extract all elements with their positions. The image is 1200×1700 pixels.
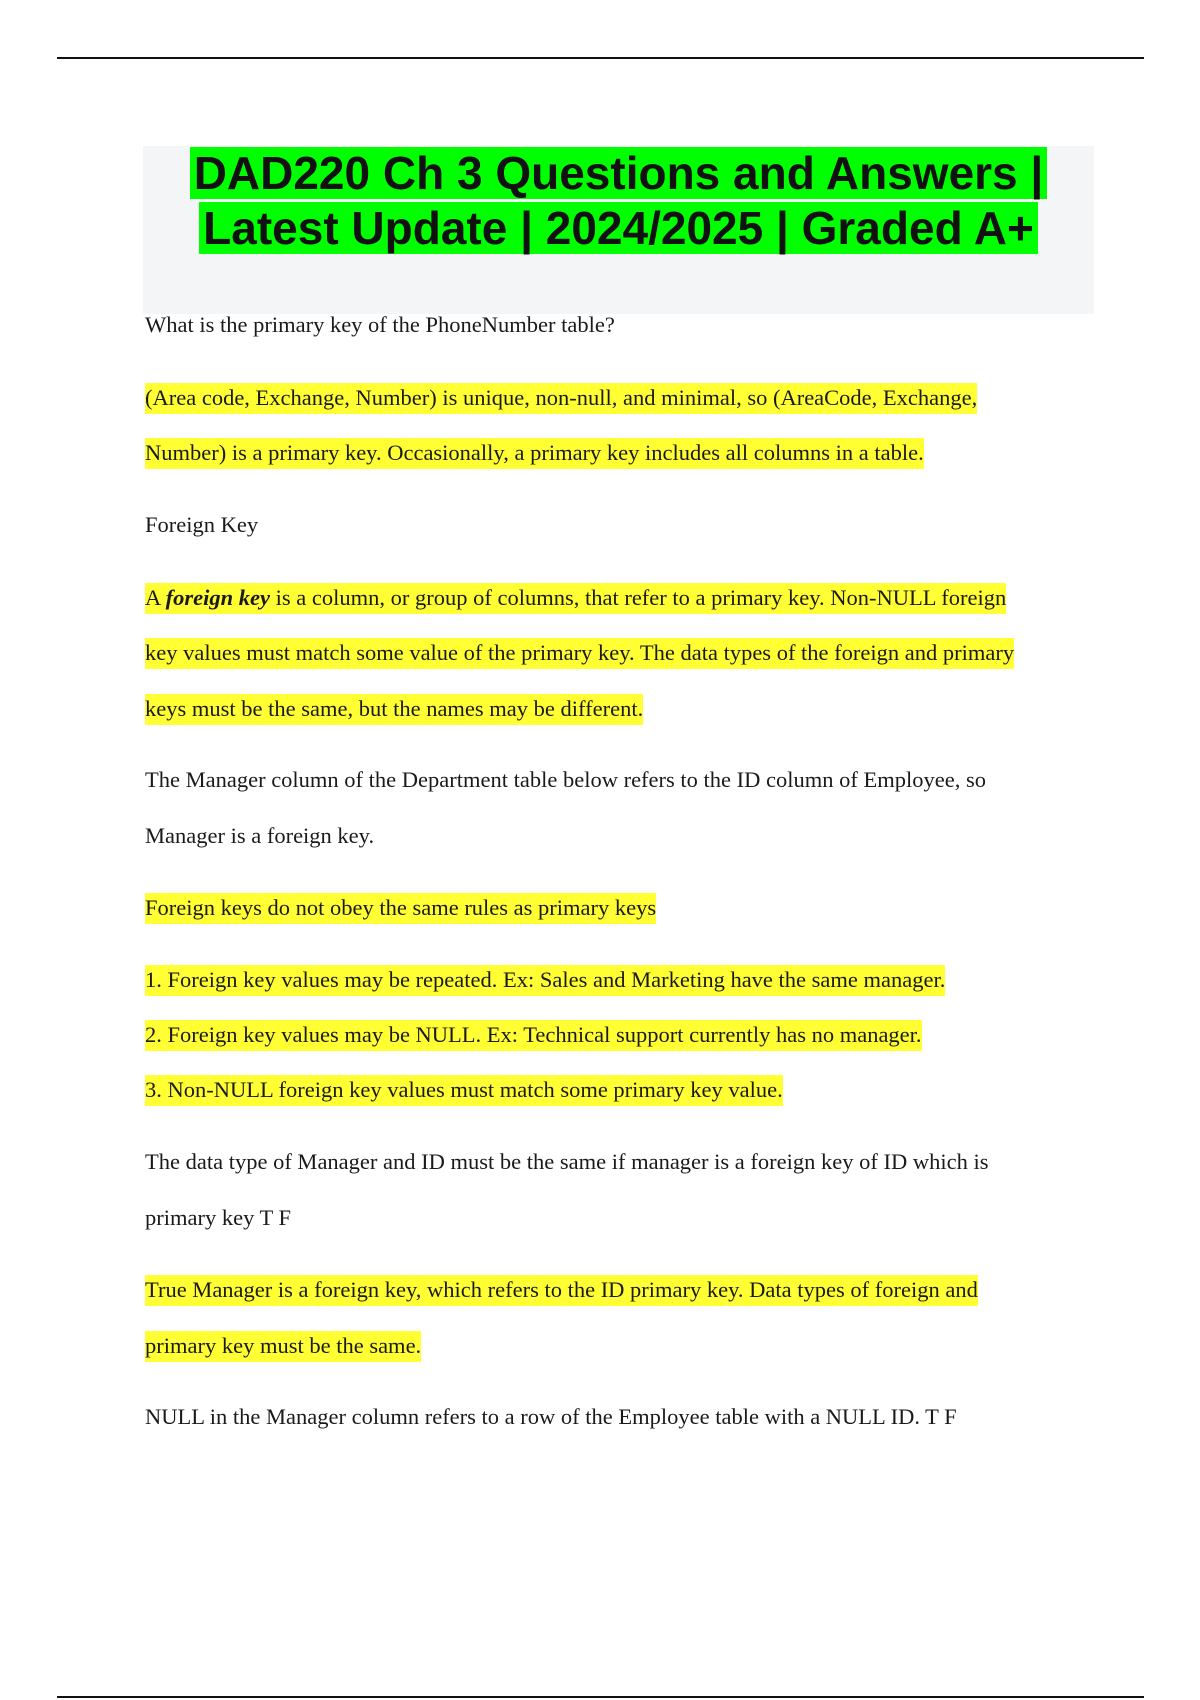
rule-item-1: 1. Foreign key values may be repeated. Ex: Sales and Marketing have the same manager. — [145, 952, 945, 1008]
document-title — [143, 146, 1094, 256]
foreign-key-term: foreign key — [165, 585, 270, 610]
manager-column-line-2: Manager is a foreign key. — [145, 823, 375, 848]
top-rule — [57, 57, 1144, 59]
rule-item-2: 2. Foreign key values may be NULL. Ex: Technical support currently has no manager. — [145, 1007, 922, 1063]
question-null-manager: NULL in the Manager column refers to a row of the Employee table with a NULL ID. T F — [145, 1404, 957, 1429]
answer-primary-key-line-1: (Area code, Exchange, Number) is unique, non-null, and minimal, so (AreaCode, Exchange, — [145, 370, 977, 426]
answer-data-type-line-2: primary key must be the same. — [145, 1318, 421, 1374]
answer-foreign-key-line-2: key values must match some value of the primary key. The data types of the foreign and primary — [145, 625, 1014, 681]
question-primary-key: What is the primary key of the PhoneNumber table? — [145, 312, 615, 337]
question-data-type-line-1: The data type of Manager and ID must be the same if manager is a foreign key of ID which is — [145, 1149, 989, 1174]
answer-data-type-line-1: True Manager is a foreign key, which refers to the ID primary key. Data types of foreign and — [145, 1262, 978, 1318]
title-line-1: DAD220 Ch 3 Questions and Answers | — [190, 147, 1048, 199]
question-data-type-line-2: primary key T F — [145, 1205, 292, 1230]
foreign-key-rules-heading: Foreign keys do not obey the same rules as primary keys — [145, 880, 656, 936]
manager-column-line-1: The Manager column of the Department table below refers to the ID column of Employee, so — [145, 767, 986, 792]
title-line-2: Latest Update | 2024/2025 | Graded A+ — [199, 202, 1038, 254]
answer-foreign-key-line-3: keys must be the same, but the names may be different. — [145, 681, 643, 737]
answer-primary-key-line-2: Number) is a primary key. Occasionally, a primary key includes all columns in a table. — [145, 425, 924, 481]
bottom-rule — [57, 1696, 1144, 1698]
answer-foreign-key-line-1: A foreign key is a column, or group of columns, that refer to a primary key. Non-NULL foreign — [145, 570, 1006, 626]
question-foreign-key: Foreign Key — [145, 512, 259, 537]
rule-item-3: 3. Non-NULL foreign key values must match some primary key value. — [145, 1062, 783, 1118]
